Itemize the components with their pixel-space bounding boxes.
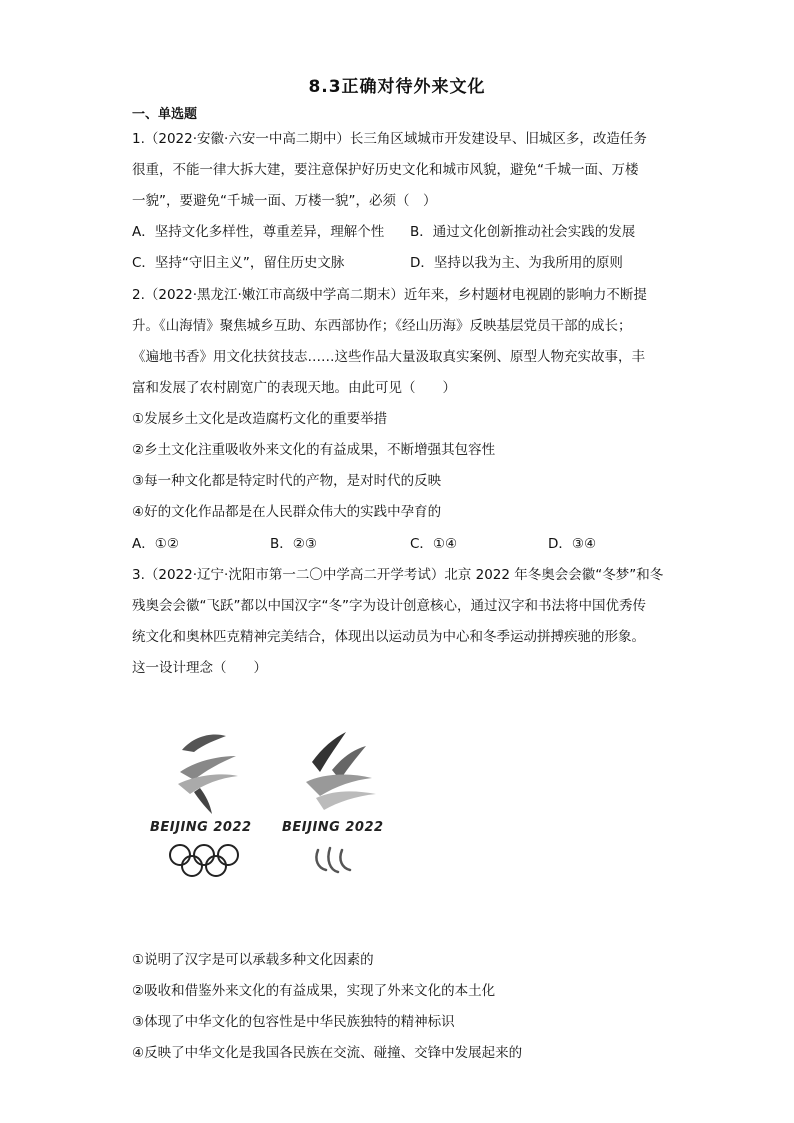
- paralympic-emblem-text: BEIJING 2022: [282, 820, 384, 835]
- q1-option-d: D．坚持以我为主、为我所用的原则: [410, 255, 623, 271]
- q1-option-a: A．坚持文化多样性，尊重差异，理解个性: [132, 224, 385, 240]
- olympic-emblem-text: BEIJING 2022: [150, 820, 252, 835]
- paralympic-emblem-icon: [292, 722, 392, 822]
- q3-stem-line: 这一设计理念（ ）: [132, 660, 267, 676]
- q2-option-b: B．②③: [270, 536, 317, 552]
- olympic-rings-icon: [166, 842, 246, 880]
- q1-option-c: C．坚持“守旧主义”，留住历史文脉: [132, 255, 345, 271]
- q1-option-b: B．通过文化创新推动社会实践的发展: [410, 224, 636, 240]
- q1-stem-line: 1.（2022·安徽·六安一中高二期中）长三角区域城市开发建设早、旧城区多，改造任务: [132, 131, 647, 147]
- q2-stem-line: 富和发展了农村剧宽广的表现天地。由此可见（ ）: [132, 380, 456, 396]
- q3-stem-line: 统文化和奥林匹克精神完美结合，体现出以运动员为中心和冬季运动拼搏疾驰的形象。: [132, 629, 645, 645]
- q2-stem-line: 升。《山海情》聚焦城乡互助、东西部协作；《经山历海》反映基层党员干部的成长；: [132, 318, 632, 334]
- agitos-icon: [310, 842, 360, 876]
- q2-option-d: D．③④: [548, 536, 597, 552]
- q2-option-c: C．①④: [410, 536, 458, 552]
- q3-statement: ①说明了汉字是可以承载多种文化因素的: [132, 952, 374, 968]
- q2-statement: ④好的文化作品都是在人民群众伟大的实践中孕育的: [132, 504, 442, 520]
- q3-statement: ②吸收和借鉴外来文化的有益成果，实现了外来文化的本土化: [132, 983, 496, 999]
- q1-stem-line: 很重，不能一律大拆大建，要注意保护好历史文化和城市风貌，避免“千城一面、万楼: [132, 162, 639, 178]
- q3-statement: ③体现了中华文化的包容性是中华民族独特的精神标识: [132, 1014, 455, 1030]
- q2-option-a: A．①②: [132, 536, 179, 552]
- q2-statement: ①发展乡土文化是改造腐朽文化的重要举措: [132, 411, 388, 427]
- q1-stem-line: 一貌”，要避免“千城一面、万楼一貌”，必须（ ）: [132, 193, 437, 209]
- q3-statement: ④反映了中华文化是我国各民族在交流、碰撞、交锋中发展起来的: [132, 1045, 523, 1061]
- q3-stem-line: 3.（2022·辽宁·沈阳市第一二〇中学高二开学考试）北京 2022 年冬奥会会徽“冬梦”和冬: [132, 567, 664, 583]
- page-title: 8.3正确对待外来文化: [308, 77, 486, 97]
- q2-stem-line: 2.（2022·黑龙江·嫩江市高级中学高二期末）近年来，乡村题材电视剧的影响力不断提: [132, 287, 647, 303]
- q3-stem-line: 残奥会会徽“飞跃”都以中国汉字“冬”字为设计创意核心，通过汉字和书法将中国优秀传: [132, 598, 646, 614]
- q2-stem-line: 《遍地书香》用文化扶贫技志……这些作品大量汲取真实案例、原型人物充实故事，丰: [132, 349, 645, 365]
- olympic-emblem-icon: [160, 722, 260, 822]
- q2-statement: ③每一种文化都是特定时代的产物，是对时代的反映: [132, 473, 442, 489]
- q2-statement: ②乡土文化注重吸收外来文化的有益成果，不断增强其包容性: [132, 442, 496, 458]
- section-heading: 一、单选题: [132, 107, 198, 122]
